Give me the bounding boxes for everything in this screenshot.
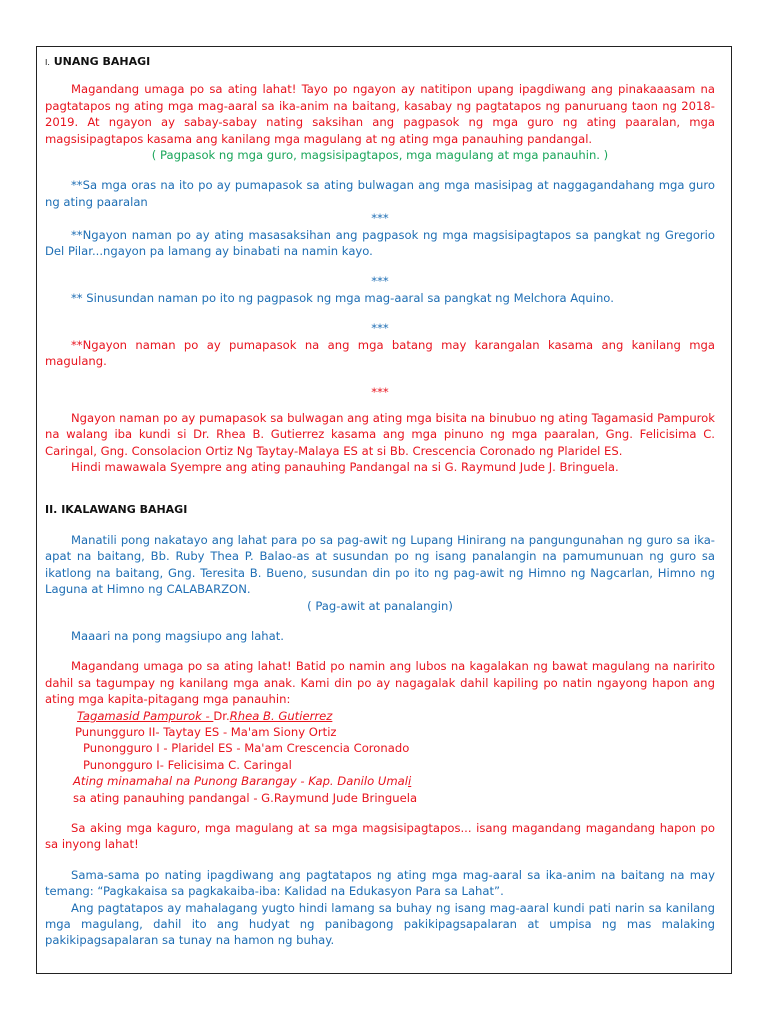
guest-line-1: Tagamasid Pampurok - Dr.Rhea B. Gutierrez xyxy=(77,708,333,723)
guest-list xyxy=(45,708,715,806)
part2-paragraph-6: Ang pagtatapos ay mahalagang yugto hindi lamang sa buhay ng isang mag-aaral kundi pati narin sa kanilang mga magulang, dahil ito ang hudyat ng panibagong pakikipagsapalaran at umpisa ng mas malaking pakikipagsapalaran sa tunay na hamon ng buhay. xyxy=(45,900,715,948)
separator: *** xyxy=(371,384,389,399)
part1-paragraph-7: Hindi mawawala Syempre ang ating panauhing Pandangal na si G. Raymund Jude J. Bringuela. xyxy=(71,460,619,475)
part2-paragraph-1: Manatili pong nakatayo ang lahat para po sa pag-awit ng Lupang Hinirang na pangungunahan ng guro sa ika-apat na baitang, Bb. Ruby Thea P. Balao-as at susundan po ng isang panalangin na pamumunuan ng guro sa ikatlong na baitang, Gng. Teresita B. Bueno, susundan din po ito ng pag-awit ng Himno ng Nagcarlan, Himno ng Laguna at Himno ng CALABARZON. xyxy=(45,532,715,597)
part2-paragraph-5: Sama-sama po nating ipagdiwang ang pagtatapos ng ating mga mag-aaral sa ika-anim na baitang na may temang: “Pagkakaisa sa pagkakaiba-iba: Kalidad na Edukasyon Para sa Lahat”. xyxy=(45,867,715,899)
document-body xyxy=(45,54,715,949)
part1-entrance-note: ( Pagpasok ng mga guro, magsisipagtapos, mga magulang at mga panauhin. ) xyxy=(151,148,609,163)
part1-title: UNANG BAHAGI xyxy=(53,55,151,68)
part2-paragraph-2: Maaari na pong magsiupo ang lahat. xyxy=(71,628,284,643)
part2-paragraph-3: Magandang umaga po sa ating lahat! Batid po namin ang lubos na kagalakan ng bawat magulang na naririto dahil sa tagumpay ng kanilang mga anak. Kami din po ay nagagalak dahil kapiling po natin ngayong hapon ang ating mga kapita-pitagang mga panauhin: xyxy=(45,659,715,707)
part2-title: II. IKALAWANG BAHAGI xyxy=(45,502,188,516)
part1-paragraph-2: **Sa mga oras na ito po ay pumapasok sa ating bulwagan ang mga masisipag at naggagandahang mga guro ng ating paaralan xyxy=(45,178,715,209)
guest-line-2: Punungguro II- Taytay ES - Ma'am Siony Ortiz xyxy=(75,725,337,739)
part1-paragraph-6: Ngayon naman po ay pumapasok sa bulwagan ang ating mga bisita na binubuo ng ating Tagamasid Pampurok na walang iba kundi si Dr. Rhea B. Gutierrez kasama ang mga pinuno ng mga paaralan, Gng. Felicisima C. Caringal, Gng. Consolacion Ortiz Ng Taytay-Malaya ES at si Bb. Crescencia Coronado ng Plaridel ES. xyxy=(45,410,715,458)
part1-paragraph-5: **Ngayon naman po ay pumapasok na ang mga batang may karangalan kasama ang kanilang mga magulang. xyxy=(45,337,715,369)
separator: *** xyxy=(371,274,389,289)
guest-line-5: Ating minamahal na Punong Barangay - Kap. Danilo Umali xyxy=(73,774,412,789)
part2-paragraph-4: Sa aking mga kaguro, mga magulang at sa mga magsisipagtapos... isang magandang magandang hapon po sa inyong lahat! xyxy=(45,821,715,852)
guest-line-4: Punongguro I- Felicisima C. Caringal xyxy=(83,757,292,772)
part1-heading: I. UNANG BAHAGI xyxy=(45,55,151,68)
guest-line-3: Punongguro I - Plaridel ES - Ma'am Crescencia Coronado xyxy=(83,741,410,756)
guest-line-6: sa ating panauhing pandangal - G.Raymund Jude Bringuela xyxy=(73,790,418,805)
separator: *** xyxy=(371,211,389,226)
part2-anthem-note: ( Pag-awit at panalangin) xyxy=(307,598,453,613)
part1-paragraph-3: **Ngayon naman po ay ating masasaksihan ang pagpasok ng mga magsisipagtapos sa pangkat ng Gregorio Del Pilar...ngayon pa lamang ay binabati na namin kayo. xyxy=(45,227,715,259)
part1-paragraph-4: ** Sinusundan naman po ito ng pagpasok ng mga mag-aaral sa pangkat ng Melchora Aquino. xyxy=(71,290,614,305)
part1-paragraph-1: Magandang umaga po sa ating lahat! Tayo po ngayon ay natitipon upang ipagdiwang ang pinakaaasam na pagtatapos ng ating mga mag-aaral sa ika-anim na baitang, kasabay ng pagtatapos ng panuruang taon ng 2018-2019. At ngayon ay sabay-sabay nating saksihan ang pagpasok ng mga guro ng ating paaralan, mga magsisipagtapos kasama ang kanilang mga magulang at ng ating mga panauhing pandangal. xyxy=(45,82,715,146)
separator: *** xyxy=(371,321,389,336)
